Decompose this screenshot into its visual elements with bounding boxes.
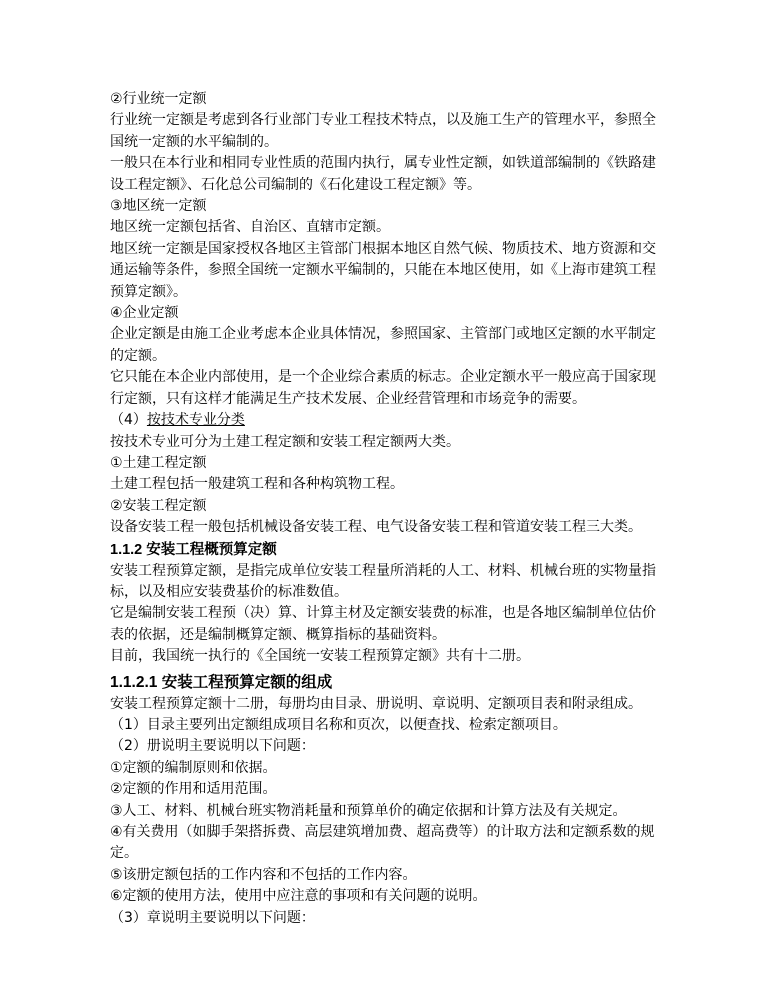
paragraph: 安装工程预算定额，是指完成单位安装工程量所消耗的人工、材料、机械台班的实物量指标，以及相应安装费基价的标准数值。 [110,562,656,600]
paragraph: 它是编制安装工程预（决）算、计算主材及定额安装费的标准，也是各地区编制单位估价表的依据，还是编制概算定额、概算指标的基础资料。 [110,605,656,643]
section-label [110,410,660,431]
section-title: 按技术专业分类 [146,412,245,429]
paragraph: （2）册说明主要说明以下问题： [110,738,315,755]
paragraph: （1）目录主要列出定额组成项目名称和页次，以便查找、检索定额项目。 [110,716,567,733]
paragraph: ⑥定额的使用方法，使用中应注意的事项和有关问题的说明。 [110,888,487,905]
section-number: （4） [110,412,147,429]
document-page [110,89,660,929]
paragraph: 它只能在本企业内部使用，是一个企业综合素质的标志。企业定额水平一般应高于国家现行定额，只有这样才能满足生产技术发展、企业经营管理和市场竞争的需要。 [110,369,656,407]
paragraph: 地区统一定额包括省、自治区、直辖市定额。 [110,219,390,236]
paragraph: ④企业定额 [110,305,179,322]
paragraph: ③地区统一定额 [110,198,207,215]
paragraph: 地区统一定额是国家授权各地区主管部门根据本地区自然气候、物质技术、地方资源和交通运输等条件，参照全国统一定额水平编制的，只能在本地区使用，如《上海市建筑工程预算定额》。 [110,240,656,300]
paragraph: ⑤该册定额包括的工作内容和不包括的工作内容。 [110,866,417,883]
paragraph: 行业统一定额是考虑到各行业部门专业工程技术特点，以及施工生产的管理水平，参照全国统一定额的水平编制的。 [110,112,656,150]
paragraph: 安装工程预算定额十二册，每册均由目录、册说明、章说明、定额项目表和附录组成。 [110,695,642,712]
paragraph: ①定额的编制原则和依据。 [110,759,277,776]
paragraph: ②定额的作用和适用范围。 [110,781,277,798]
paragraph: ④有关费用（如脚手架搭拆费、高层建筑增加费、超高费等）的计取方法和定额系数的规定。 [110,824,655,862]
subsection-heading: 1.1.2.1 安装工程预算定额的组成 [110,673,333,691]
paragraph: ②安装工程定额 [110,497,207,514]
section-heading: 1.1.2 安装工程概预算定额 [110,541,277,558]
paragraph: ②行业统一定额 [110,91,207,107]
paragraph: 一般只在本行业和相同专业性质的范围内执行，属专业性定额，如铁道部编制的《铁路建设工程定额》、石化总公司编制的《石化建设工程定额》等。 [110,155,656,193]
paragraph: ③人工、材料、机械台班实物消耗量和预算单价的确定依据和计算方法及有关规定。 [110,802,627,819]
paragraph: 目前，我国统一执行的《全国统一安装工程预算定额》共有十二册。 [110,648,530,665]
paragraph: 土建工程包括一般建筑工程和各种构筑物工程。 [110,476,404,493]
paragraph: 设备安装工程一般包括机械设备安装工程、电气设备安装工程和管道安装工程三大类。 [110,519,642,536]
paragraph: 企业定额是由施工企业考虑本企业具体情况，参照国家、主管部门或地区定额的水平制定的定额。 [110,326,656,364]
paragraph: 按技术专业可分为土建工程定额和安装工程定额两大类。 [110,433,460,450]
paragraph: （3）章说明主要说明以下问题： [110,909,315,926]
paragraph: ①土建工程定额 [110,454,207,471]
